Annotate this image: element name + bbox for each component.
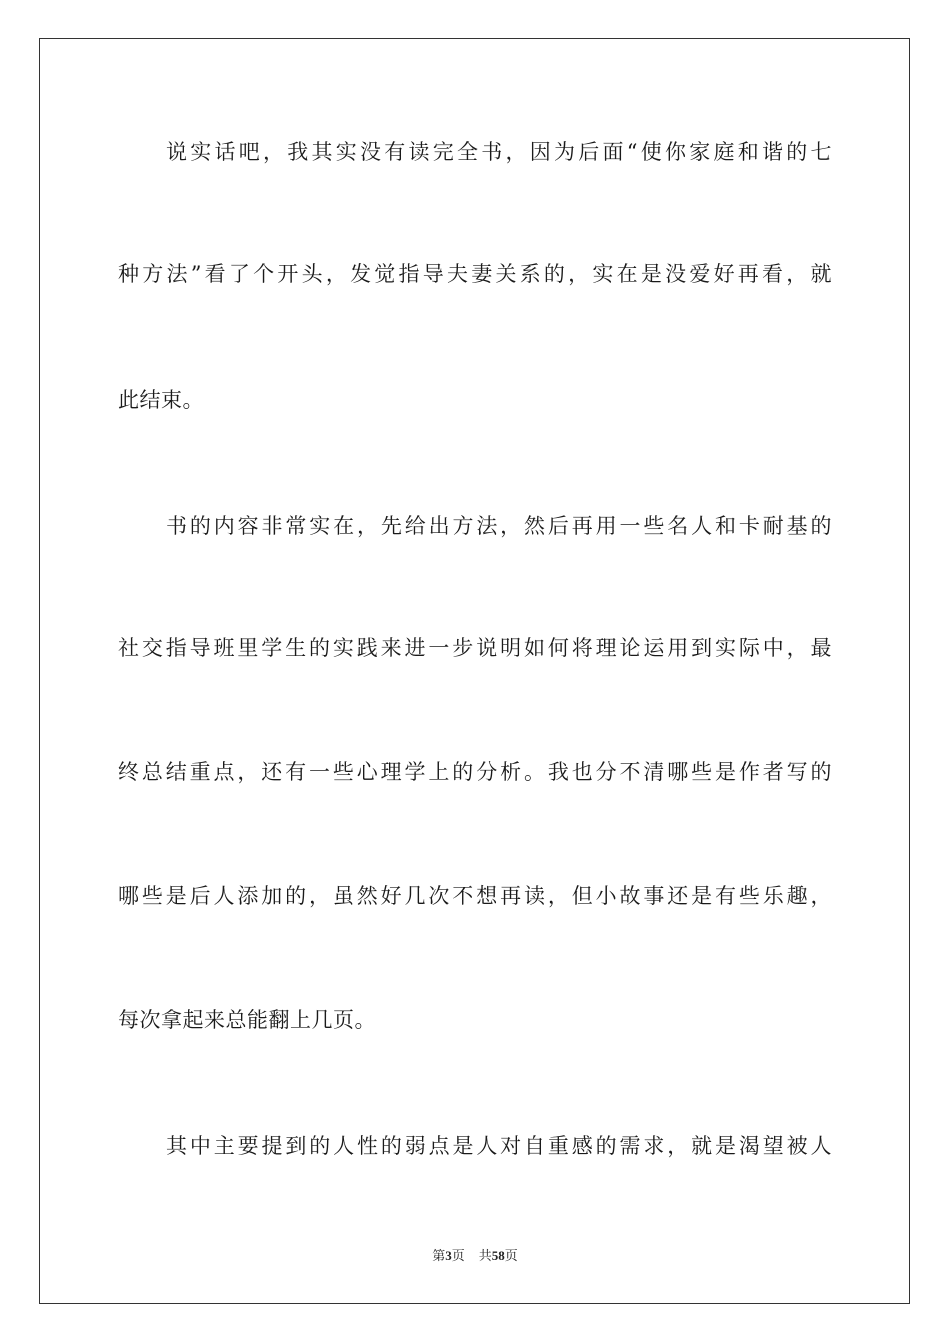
- page-footer: [0, 1246, 950, 1267]
- paragraph-2-line-5: 每次拿起来总能翻上几页。: [118, 1008, 376, 1032]
- footer-page-prefix: 第: [432, 1249, 446, 1264]
- footer-total-pages: 58: [491, 1248, 505, 1263]
- paragraph-1-line-2: 种方法”看了个开头，发觉指导夫妻关系的，实在是没爱好再看，就: [118, 262, 832, 286]
- paragraph-2-line-4: 哪些是后人添加的，虽然好几次不想再读，但小故事还是有些乐趣，: [118, 884, 832, 908]
- paragraph-2-line-2: 社交指导班里学生的实践来进一步说明如何将理论运用到实际中，最: [118, 636, 832, 660]
- paragraph-2-line-3: 终总结重点，还有一些心理学上的分析。我也分不清哪些是作者写的: [118, 760, 832, 784]
- footer-page-suffix: 页: [451, 1249, 465, 1264]
- footer-total-suffix: 页: [504, 1249, 518, 1264]
- page-border: [39, 38, 910, 1304]
- paragraph-1-line-1: 说实话吧，我其实没有读完全书，因为后面“使你家庭和谐的七: [166, 140, 832, 164]
- paragraph-1-line-3: 此结束。: [118, 388, 204, 412]
- footer-page-number: 3: [445, 1248, 452, 1263]
- paragraph-2-line-1: 书的内容非常实在，先给出方法，然后再用一些名人和卡耐基的: [166, 514, 832, 538]
- footer-total-prefix: 共: [478, 1249, 492, 1264]
- paragraph-3-line-1: 其中主要提到的人性的弱点是人对自重感的需求，就是渴望被人: [166, 1134, 832, 1158]
